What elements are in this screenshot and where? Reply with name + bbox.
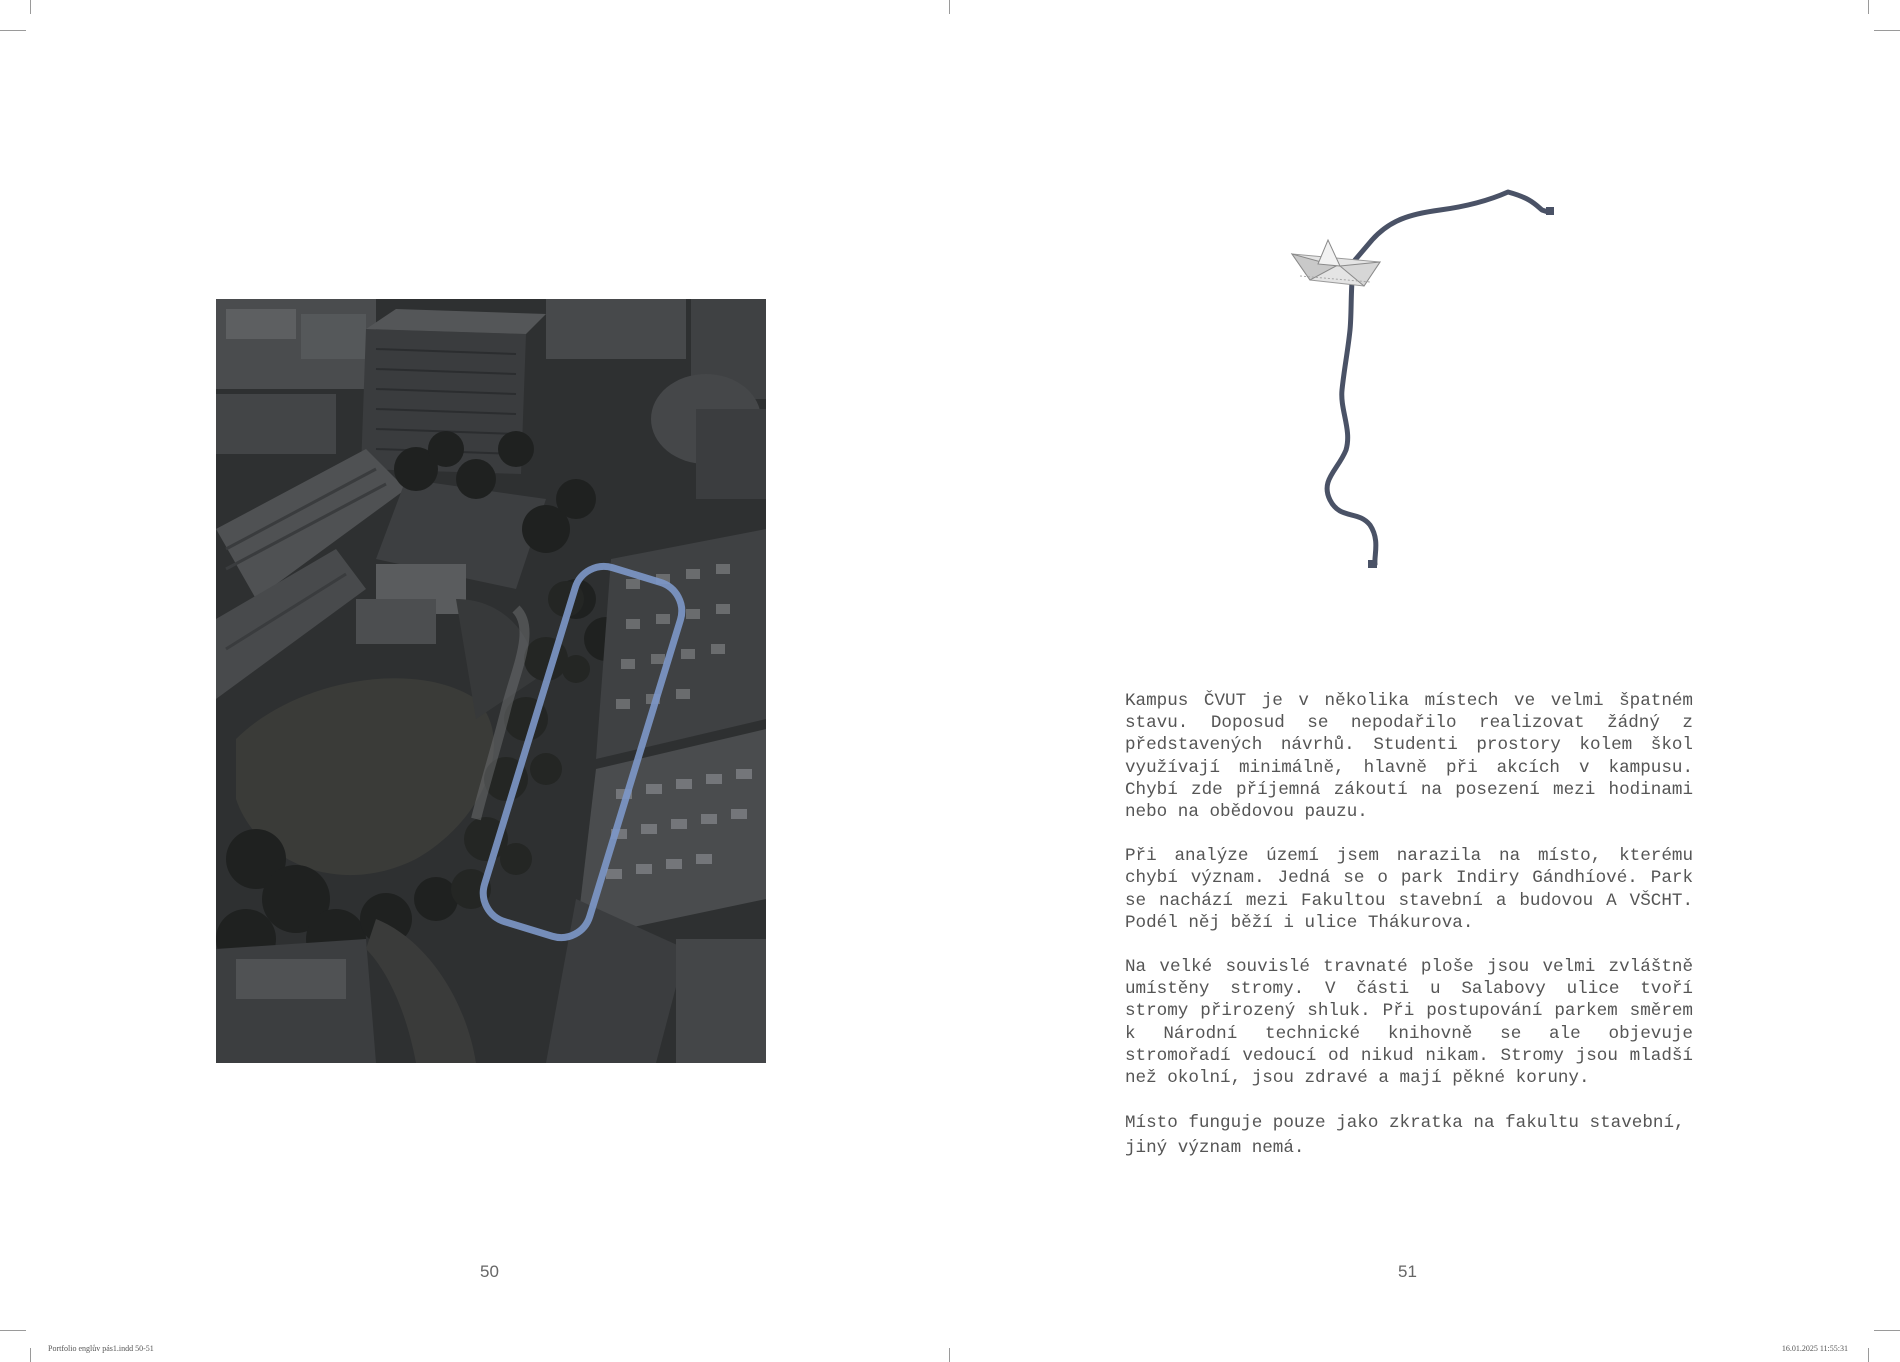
crop-mark bbox=[949, 1348, 950, 1362]
crop-mark bbox=[1874, 30, 1900, 31]
crop-mark bbox=[30, 0, 31, 14]
body-text bbox=[1125, 690, 1693, 1183]
page-number-left: 50 bbox=[480, 1262, 499, 1281]
crop-mark bbox=[1874, 1330, 1900, 1331]
crop-mark bbox=[0, 30, 26, 31]
crop-mark bbox=[1868, 0, 1869, 14]
crop-mark bbox=[1868, 1348, 1869, 1362]
paragraph: Místo funguje pouze jako zkratka na fakultu stavební, jiný význam nemá. bbox=[1125, 1113, 1685, 1159]
crop-mark bbox=[30, 1348, 31, 1362]
paragraph: Při analýze území jsem narazila na místo, kterému chybí význam. Jedná se o park Indiry Gándhíové. Park se nachází mezi Fakultou stavební a budovou A VŠCHT. Podél něj běží i ulice Thákurova. bbox=[1125, 846, 1693, 933]
page-number-right: 51 bbox=[1398, 1262, 1417, 1281]
river-line-with-paper-boat-icon bbox=[1280, 180, 1570, 580]
aerial-photo-campus-icon bbox=[216, 299, 766, 1063]
crop-mark bbox=[0, 1330, 26, 1331]
slug-file-name: Portfolio englův pás1.indd 50-51 bbox=[48, 1344, 154, 1353]
paragraph: Kampus ČVUT je v několika místech ve velmi špatném stavu. Doposud se nepodařilo realizovat žádný z představených návrhů. Studenti prostory kolem škol využívají minimálně, hlavně při akcích v kampusu. Chybí zde příjemná zákoutí na posezení mezi hodinami nebo na obědovou pauzu. bbox=[1125, 691, 1693, 823]
river-illustration bbox=[1280, 180, 1570, 580]
aerial-photo bbox=[216, 299, 766, 1063]
paragraph: Na velké souvislé travnaté ploše jsou velmi zvláštně umístěny stromy. V části u Salabovy ulice tvoří stromy přirozený shluk. Při postupování parkem směrem k Národní technické knihovně se ale objevuje stromořadí vedoucí od nikud nikam. Stromy jsou mladší než okolní, jsou zdravé a mají pěkné koruny. bbox=[1125, 957, 1693, 1089]
crop-mark bbox=[949, 0, 950, 14]
slug-timestamp: 16.01.2025 11:55:31 bbox=[1781, 1344, 1848, 1353]
